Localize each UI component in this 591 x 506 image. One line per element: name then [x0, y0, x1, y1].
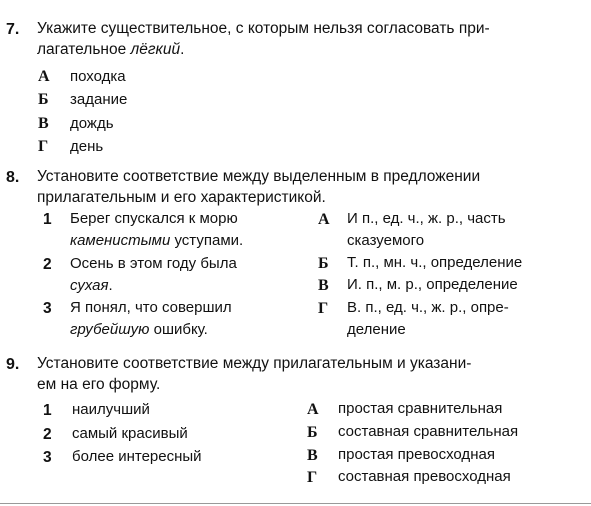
question-text-line: прилагательным и его характеристикой.: [37, 189, 326, 206]
question-text-line: Установите соответствие между выделенным в предложении: [37, 168, 481, 185]
question-text: [37, 166, 577, 208]
question-text-line: ем на его форму.: [37, 376, 161, 393]
question-number: 8.: [6, 169, 20, 186]
question-number: 7.: [6, 21, 20, 38]
question-text-line: Установите соответствие между прилагательным и указани-: [37, 355, 472, 372]
question-text: [37, 353, 577, 395]
bottom-divider: [0, 503, 591, 504]
question-text: [37, 18, 577, 60]
question-text-line: лагательное лёгкий.: [37, 41, 185, 58]
question-text-line: Укажите существительное, с которым нельзя согласовать при-: [37, 20, 490, 37]
question-number: 9.: [6, 356, 20, 373]
